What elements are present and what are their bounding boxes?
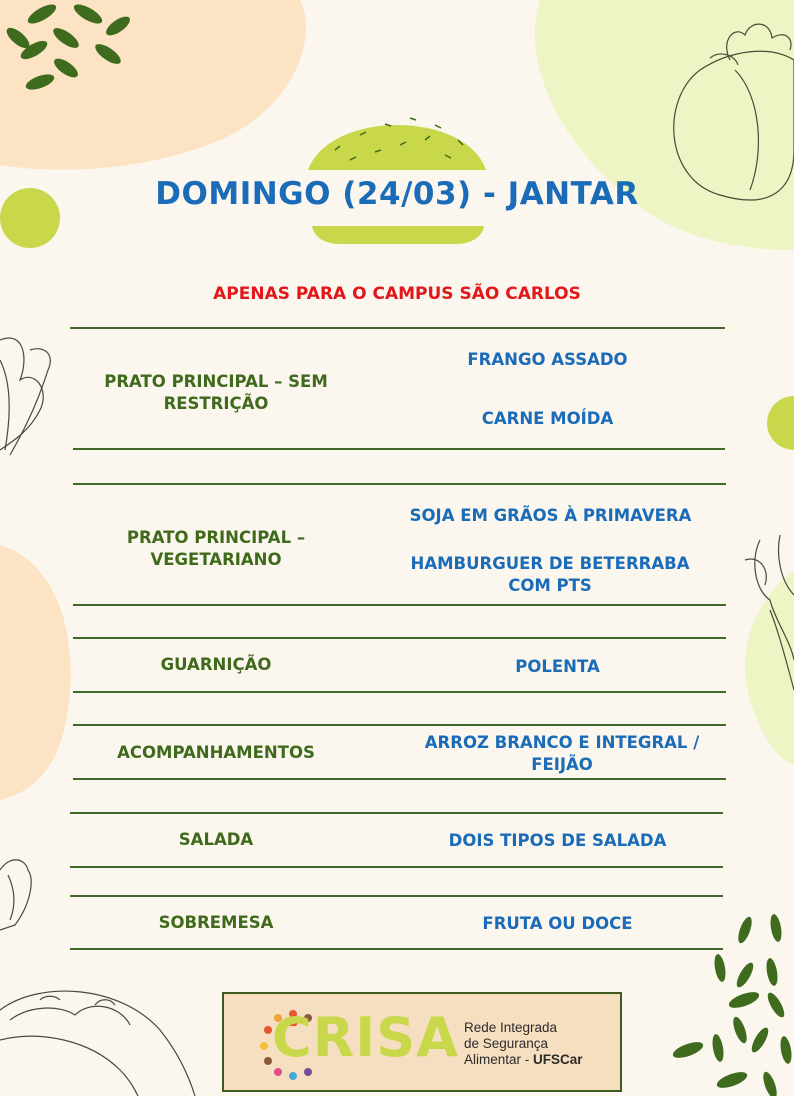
page-title: DOMINGO (24/03) - JANTAR [155,176,639,212]
divider [70,948,723,950]
leaf-cluster-bottom-right [671,913,793,1096]
divider [73,778,726,780]
logo-text-ufscar: UFSCar [533,1052,583,1067]
logo-text-line-3 [464,1052,583,1068]
item-salad: DOIS TIPOS DE SALADA [448,831,667,850]
divider [70,812,723,814]
divider [73,448,725,450]
item-side: POLENTA [515,657,600,676]
category-vegetarian: PRATO PRINCIPAL – VEGETARIANO [126,528,306,569]
item-vegetarian-1: SOJA EM GRÃOS À PRIMAVERA [409,506,692,525]
item-accompaniments: ARROZ BRANCO E INTEGRAL / FEIJÃO [424,733,700,774]
lettuce-drawing-bottom-left [0,860,31,930]
bun-top [308,125,486,170]
category-accompaniments: ACOMPANHAMENTOS [117,743,315,762]
category-salad: SALADA [178,830,254,849]
item-vegetarian-2: HAMBURGUER DE BETERRABA COM PTS [410,554,690,595]
campus-notice: APENAS PARA O CAMPUS SÃO CARLOS [213,284,581,304]
category-side: GUARNIÇÃO [160,655,272,674]
item-main-dish-1: FRANGO ASSADO [467,350,628,369]
taco-drawing [0,991,195,1096]
lime-half-circle-right [767,396,794,450]
divider [73,483,726,485]
item-dessert: FRUTA OU DOCE [482,914,633,933]
lettuce-drawing-left [0,338,50,455]
lime-blob-top-right [535,0,794,250]
divider [73,691,726,693]
divider [70,327,725,329]
divider [70,866,723,868]
crisa-logo-box [222,992,622,1092]
category-dessert: SOBREMESA [158,913,274,932]
logo-text-line-3-prefix: Alimentar - [464,1052,534,1067]
divider [73,637,726,639]
category-main-dish: PRATO PRINCIPAL – SEM RESTRIÇÃO [104,372,328,413]
peach-blob-left [0,545,71,800]
item-main-dish-2: CARNE MOÍDA [481,409,614,428]
divider [70,895,723,897]
logo-text-line-2: de Segurança [464,1036,549,1051]
crisa-wordmark: CRISA [272,1006,459,1069]
bun-bottom [312,226,484,244]
divider [73,604,726,606]
logo-text-line-1: Rede Integrada [464,1020,558,1035]
divider [73,724,726,726]
